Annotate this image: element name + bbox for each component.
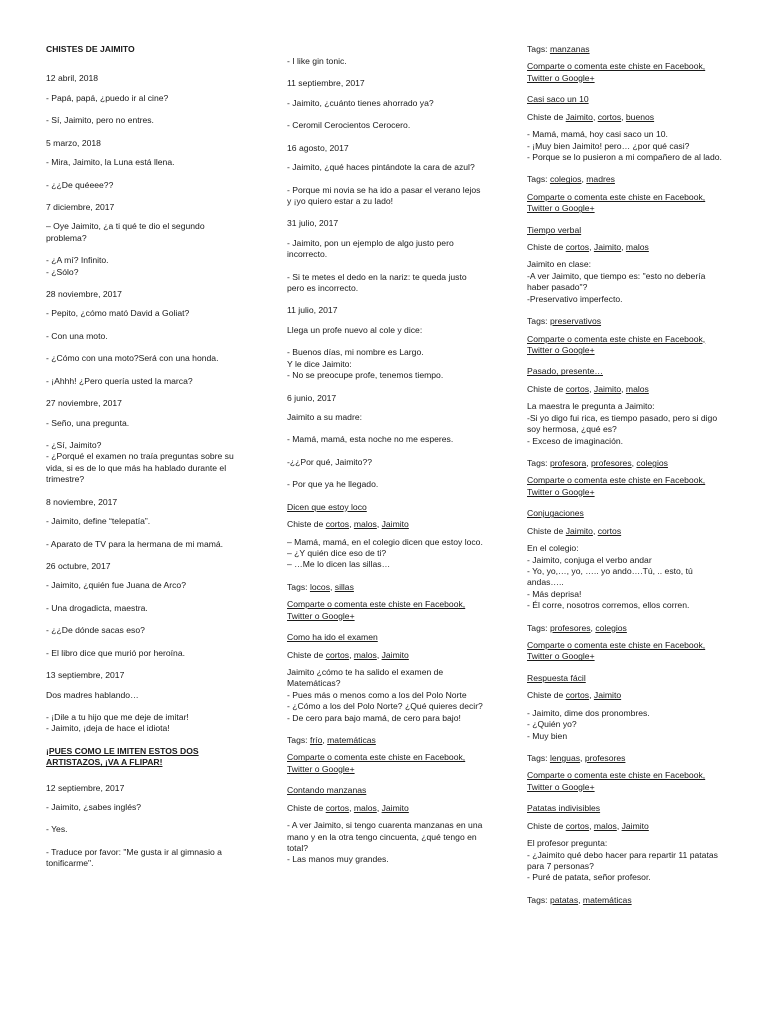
text-line: - Una drogadicta, maestra. xyxy=(46,602,148,613)
share-link[interactable]: Comparte o comenta este chiste en Facebook, Twitter o Google+ xyxy=(527,475,706,497)
text-line: - ¿A mí? Infinito. xyxy=(46,255,109,266)
tag-link[interactable]: profesores xyxy=(591,457,632,468)
text-line: - I like gin tonic. xyxy=(287,56,347,66)
entry-paragraph xyxy=(287,162,483,173)
category-row: Chiste de cortos, malos, Jaimito xyxy=(287,649,409,660)
text-line: - El libro dice que murió por heroína. xyxy=(46,647,186,658)
entry-date: 11 septiembre, 2017 xyxy=(287,78,365,89)
tag-link[interactable]: patatas xyxy=(549,894,579,905)
text-line: - No se preocupe profe, tenemos tiempo. xyxy=(287,370,444,381)
text-line: - Mamá, mamá, hoy casi saco un 10. xyxy=(527,129,668,140)
text-line: - ¿Sí, Jaimito? xyxy=(46,440,102,451)
text-line: - Pepito, ¿cómo mató David a Goliat? xyxy=(46,308,190,319)
category-link[interactable]: cortos xyxy=(325,802,350,813)
category-link[interactable]: Jaimito xyxy=(593,242,622,253)
text-line: El profesor pregunta: xyxy=(527,838,608,849)
category-link[interactable]: Jaimito xyxy=(381,802,409,813)
joke-title-link[interactable]: Casi saco un 10 xyxy=(527,94,589,105)
entry-paragraph xyxy=(287,479,483,490)
text-line: - Puré de patata, señor profesor. xyxy=(527,872,651,883)
text-line: - ¿Cómo a los del Polo Norte? ¿Qué quieres decir? xyxy=(287,701,483,712)
tags-label: Tags: xyxy=(287,735,310,746)
category-link[interactable]: cortos xyxy=(597,525,622,536)
share-link[interactable]: Comparte o comenta este chiste en Facebook, Twitter o Google+ xyxy=(527,333,706,356)
joke-title-link[interactable]: Pasado, presente… xyxy=(527,366,603,377)
entry-paragraph xyxy=(46,221,246,244)
joke-entry xyxy=(287,393,483,491)
tag-link[interactable]: matemáticas xyxy=(582,894,632,905)
category-row: Chiste de cortos, Jaimito xyxy=(527,690,622,701)
text-line: - De cero para bajo mamá, de cero para bajo! xyxy=(287,712,461,723)
entry-paragraph xyxy=(46,93,246,104)
text-line: - Jaimito, ¿qué haces pintándote la cara de azul? xyxy=(287,162,475,173)
joke-entry xyxy=(46,398,246,486)
joke-card xyxy=(527,225,727,357)
category-row: Chiste de cortos, malos, Jaimito xyxy=(287,519,409,530)
joke-card xyxy=(287,785,483,866)
text-line: - Si te metes el dedo en la nariz: te queda justo pero es incorrecto. xyxy=(287,271,467,294)
tags-row: Tags: locos, sillas xyxy=(287,581,354,592)
entries-list xyxy=(287,56,483,491)
jokes-list xyxy=(287,502,483,866)
tag-link[interactable]: sillas xyxy=(334,581,354,592)
text-line: - Ceromil Cerocientos Cerocero. xyxy=(287,120,411,131)
entry-date: 5 marzo, 2018 xyxy=(46,137,101,148)
entry-paragraph xyxy=(46,440,246,486)
tags-row: Tags: profesores, colegios xyxy=(527,622,627,633)
category-link[interactable]: Jaimito xyxy=(593,690,622,701)
category-label: Chiste de xyxy=(287,802,326,813)
category-label: Chiste de xyxy=(287,519,326,530)
text-line: - Papá, papá, ¿puedo ir al cine? xyxy=(46,92,169,103)
joke-text xyxy=(527,259,727,305)
tag-link[interactable]: madres xyxy=(586,174,615,185)
joke-title-link[interactable]: Contando manzanas xyxy=(287,785,367,796)
joke-entry xyxy=(46,561,246,659)
text-line: Jaimito ¿cómo te ha salido el examen de Matemáticas? xyxy=(287,666,444,689)
text-line: - ¿Quién yo? xyxy=(527,719,577,730)
document-title: CHISTES DE JAIMITO xyxy=(46,44,135,54)
tag-link[interactable]: profesores xyxy=(549,622,591,633)
joke-entry xyxy=(46,73,246,126)
category-row: Chiste de cortos, Jaimito, malos xyxy=(527,242,649,253)
category-link[interactable]: cortos xyxy=(597,111,622,122)
category-row: Chiste de cortos, malos, Jaimito xyxy=(527,820,649,831)
tags-label: Tags: xyxy=(527,622,550,633)
entry-paragraph xyxy=(46,115,246,126)
tags-row: Tags: patatas, matemáticas xyxy=(527,894,632,905)
entry-paragraph xyxy=(46,580,246,591)
tags-row: Tags: colegios, madres xyxy=(527,174,615,185)
text-line: - Con una moto. xyxy=(46,330,108,341)
category-link[interactable]: Jaimito xyxy=(565,111,593,122)
text-line: - ¿Jaimito qué debo hacer para repartir 11 patatas para 7 personas? xyxy=(527,849,718,871)
tag-link[interactable]: matemáticas xyxy=(327,735,376,746)
category-label: Chiste de xyxy=(287,649,326,660)
entry-paragraph xyxy=(46,712,246,735)
entry-paragraph xyxy=(287,238,483,261)
entry-date: 12 abril, 2018 xyxy=(46,73,99,84)
entry-paragraph xyxy=(46,157,246,168)
entry-paragraph xyxy=(46,331,246,342)
entry-paragraph xyxy=(46,847,246,870)
promo-heading[interactable]: ¡PUES COMO LE IMITEN ESTOS DOS ARTISTAZOS, ¡VA A FLIPAR! xyxy=(46,745,199,768)
text-line: - ¿¿De quéeee?? xyxy=(46,179,114,190)
entry-paragraph xyxy=(287,347,483,381)
joke-title-link[interactable]: Como ha ido el examen xyxy=(287,632,378,643)
tags-row: Tags: manzanas xyxy=(527,44,590,54)
text-line: - ¡Dile a tu hijo que me deje de imitar! xyxy=(46,711,189,722)
category-row: Chiste de cortos, Jaimito, malos xyxy=(527,383,649,394)
entry-paragraph xyxy=(46,625,246,636)
category-link[interactable]: malos xyxy=(353,802,377,813)
share-link[interactable]: Comparte o comenta este chiste en Facebook, Twitter o Google+ xyxy=(287,599,466,621)
entry-paragraph xyxy=(287,325,483,336)
text-line: La maestra le pregunta a Jaimito: xyxy=(527,401,655,412)
category-label: Chiste de xyxy=(527,690,566,701)
text-line: – Oye Jaimito, ¿a ti qué te dio el segundo problema? xyxy=(46,221,205,243)
joke-entry xyxy=(46,670,246,735)
tags-label: Tags: xyxy=(287,581,310,592)
category-link[interactable]: Jaimito xyxy=(565,525,593,536)
tag-link[interactable]: colegios xyxy=(549,174,582,185)
column-2 xyxy=(287,56,483,877)
category-link[interactable]: cortos xyxy=(565,820,590,831)
share-link[interactable]: Comparte o comenta este chiste en Facebook, Twitter o Google+ xyxy=(527,770,706,792)
joke-text xyxy=(527,401,727,447)
category-link[interactable]: malos xyxy=(625,242,649,253)
share-link[interactable]: Comparte o comenta este chiste en Facebook, Twitter o Google+ xyxy=(527,191,706,214)
text-line: - Mira, Jaimito, la Luna está llena. xyxy=(46,157,175,168)
tag-link[interactable]: preservativos xyxy=(549,316,602,327)
text-line: -Si yo digo fui rica, es tiempo pasado, pero si digo soy hermosa, ¿qué es? xyxy=(527,412,718,435)
text-line: - Traduce por favor: "Me gusta ir al gimnasio a tonificarme". xyxy=(46,846,222,869)
text-line: Dos madres hablando… xyxy=(46,689,139,700)
text-line: - Jaimito, conjuga el verbo andar xyxy=(527,554,652,565)
joke-card xyxy=(287,632,483,775)
tag-link[interactable]: lenguas xyxy=(549,752,581,763)
share-link[interactable]: Comparte o comenta este chiste en Facebook, Twitter o Google+ xyxy=(287,752,466,774)
category-link[interactable]: malos xyxy=(353,519,377,530)
text-line: - ¿Sólo? xyxy=(46,266,79,277)
tags-label: Tags: xyxy=(527,752,550,763)
entry-paragraph xyxy=(46,516,246,527)
entry-date: 27 noviembre, 2017 xyxy=(46,398,122,409)
entry-date: 6 junio, 2017 xyxy=(287,392,337,403)
entry-paragraph xyxy=(46,180,246,191)
joke-text xyxy=(527,838,727,884)
category-link[interactable]: malos xyxy=(625,383,649,394)
joke-text xyxy=(287,537,483,571)
text-line: - Las manos muy grandes. xyxy=(287,854,389,865)
text-line: - Jaimito, ¿cuánto tienes ahorrado ya? xyxy=(287,97,434,108)
joke-text xyxy=(287,667,483,724)
last-entry xyxy=(46,783,246,870)
joke-entry xyxy=(287,305,483,381)
joke-card xyxy=(527,94,727,214)
text-line: - Jaimito, ¿quién fue Juana de Arco? xyxy=(46,580,186,591)
entry-date: 11 julio, 2017 xyxy=(287,305,338,316)
text-line: - ¿Porqué el examen no traía preguntas sobre su vida, si es de lo que más ha hablado durante el trimestre? xyxy=(46,451,234,485)
entry-paragraph xyxy=(46,690,246,701)
entry-paragraph xyxy=(287,56,483,67)
text-line: - Yes. xyxy=(46,824,68,835)
text-line: - Seño, una pregunta. xyxy=(46,417,130,428)
tags-label: Tags: xyxy=(527,457,550,468)
category-label: Chiste de xyxy=(527,820,566,831)
text-line: - Mamá, mamá, esta noche no me esperes. xyxy=(287,434,454,445)
category-row: Chiste de Jaimito, cortos, buenos xyxy=(527,111,655,122)
text-line: - Jaimito, dime dos pronombres. xyxy=(527,707,650,718)
entry-date: 16 agosto, 2017 xyxy=(287,142,349,153)
category-link[interactable]: malos xyxy=(593,820,617,831)
entry-date: 13 septiembre, 2017 xyxy=(46,670,125,681)
category-link[interactable]: cortos xyxy=(325,519,350,530)
category-row: Chiste de Jaimito, cortos xyxy=(527,525,622,536)
entry-paragraph xyxy=(287,120,483,131)
text-line: En el colegio: xyxy=(527,543,579,554)
entry-paragraph xyxy=(46,308,246,319)
tags-label: Tags: xyxy=(527,174,550,185)
category-link[interactable]: Jaimito xyxy=(381,519,409,530)
joke-card xyxy=(527,366,727,498)
tags-row: Tags: frío, matemáticas xyxy=(287,735,376,746)
text-line: Jaimito en clase: xyxy=(527,259,592,270)
category-link[interactable]: malos xyxy=(353,649,377,660)
category-link[interactable]: cortos xyxy=(565,690,590,701)
tag-link[interactable]: colegios xyxy=(595,622,627,633)
entry-paragraph xyxy=(46,255,246,278)
tags-row: Tags: lenguas, profesores xyxy=(527,752,626,763)
text-line: - Aparato de TV para la hermana de mi mamá. xyxy=(46,538,224,549)
joke-card xyxy=(527,673,727,793)
jokes-list xyxy=(527,94,727,906)
joke-entry xyxy=(287,143,483,208)
text-line: – …Me lo dicen las sillas… xyxy=(287,559,391,570)
tag-link[interactable]: profesores xyxy=(584,752,626,763)
text-line: - Sí, Jaimito, pero no entres. xyxy=(46,115,154,126)
joke-entry xyxy=(287,56,483,67)
entries-list xyxy=(46,73,246,734)
category-label: Chiste de xyxy=(527,242,566,253)
joke-text xyxy=(527,543,727,612)
share-link[interactable]: Comparte o comenta este chiste en Facebook, Twitter o Google+ xyxy=(527,640,706,662)
text-line: - Exceso de imaginación. xyxy=(527,435,624,446)
entry-paragraph xyxy=(287,185,483,208)
category-label: Chiste de xyxy=(527,525,566,536)
text-line: - Jaimito, ¡deja de hace el idiota! xyxy=(46,723,170,734)
joke-entry xyxy=(46,289,246,387)
joke-entry xyxy=(287,218,483,294)
entry-date: 26 octubre, 2017 xyxy=(46,560,111,571)
text-line: - Él corre, nosotros corremos, ellos corren. xyxy=(527,600,690,611)
entry-paragraph xyxy=(46,376,246,387)
tag-link[interactable]: frío xyxy=(309,735,323,746)
text-line: -Preservativo imperfecto. xyxy=(527,293,623,304)
joke-text xyxy=(527,708,727,742)
text-line: - Pues más o menos como a los del Polo Norte xyxy=(287,689,467,700)
entry-paragraph xyxy=(46,648,246,659)
category-link[interactable]: Jaimito xyxy=(621,820,649,831)
category-link[interactable]: cortos xyxy=(565,383,590,394)
text-line: - Más deprisa! xyxy=(527,588,582,599)
text-line: - ¡Ahhh! ¿Pero quería usted la marca? xyxy=(46,375,193,386)
entry-paragraph xyxy=(46,824,246,835)
entry-paragraph xyxy=(46,802,246,813)
text-line: Llega un profe nuevo al cole y dice: xyxy=(287,324,423,335)
text-line: - Yo, yo,…, yo, ….. yo ando….Tú, .. esto, tú andas….. xyxy=(527,565,693,588)
entry-date: 8 noviembre, 2017 xyxy=(46,496,118,507)
entry-date: 7 diciembre, 2017 xyxy=(46,201,115,212)
entry-paragraph xyxy=(46,418,246,429)
entry-paragraph xyxy=(46,603,246,614)
tag-link[interactable]: manzanas xyxy=(549,44,590,54)
share-link[interactable]: Comparte o comenta este chiste en Facebook, Twitter o Google+ xyxy=(527,61,706,83)
entry-paragraph xyxy=(287,457,483,468)
tags-label: Tags: xyxy=(527,316,550,327)
joke-title-link[interactable]: Respuesta fácil xyxy=(527,672,586,683)
tag-link[interactable]: colegios xyxy=(636,457,668,468)
tag-link[interactable]: profesora xyxy=(549,457,587,468)
category-link[interactable]: Jaimito xyxy=(381,649,409,660)
text-line: - ¿Cómo con una moto?Será con una honda. xyxy=(46,353,219,364)
category-row: Chiste de cortos, malos, Jaimito xyxy=(287,802,409,813)
tags-row xyxy=(527,316,727,327)
entry-date: 28 noviembre, 2017 xyxy=(46,289,122,300)
text-line: – Mamá, mamá, en el colegio dicen que estoy loco. xyxy=(287,536,483,547)
category-link[interactable]: cortos xyxy=(565,242,590,253)
joke-entry xyxy=(46,138,246,191)
text-line: - Porque mi novia se ha ido a pasar el verano lejos y ¡yo quiero estar a zu lado! xyxy=(287,184,481,206)
text-line: - Muy bien xyxy=(527,730,568,741)
entry-paragraph xyxy=(46,539,246,550)
entry-paragraph xyxy=(46,353,246,364)
column-1 xyxy=(46,44,246,881)
text-line: - Por que ya he llegado. xyxy=(287,479,379,490)
text-line: - ¿¿De dónde sacas eso? xyxy=(46,625,145,636)
column-3 xyxy=(527,44,727,912)
joke-card xyxy=(287,502,483,622)
entry-paragraph xyxy=(287,434,483,445)
entry-date: 12 septiembre, 2017 xyxy=(46,782,125,793)
text-line: - Jaimito, define “telepatía”. xyxy=(46,516,151,527)
category-link[interactable]: cortos xyxy=(325,649,350,660)
text-line: – ¿Y quién dice eso de ti? xyxy=(287,547,387,558)
entry-date: 31 julio, 2017 xyxy=(287,218,339,229)
category-label: Chiste de xyxy=(527,383,566,394)
joke-title-link[interactable]: Patatas indivisibles xyxy=(527,803,601,814)
entry-paragraph xyxy=(287,412,483,423)
text-line: Y le dice Jaimito: xyxy=(287,358,352,369)
joke-title-link[interactable]: Dicen que estoy loco xyxy=(287,501,367,512)
text-line: - A ver Jaimito, si tengo cuarenta manzanas en una mano y en la otra tengo cincuenta, ¿qué tengo en total? xyxy=(287,820,483,853)
text-line: -¿¿Por qué, Jaimito?? xyxy=(287,456,373,467)
entry-paragraph xyxy=(287,98,483,109)
joke-entry xyxy=(46,783,246,870)
text-line: - Jaimito, pon un ejemplo de algo justo pero incorrecto. xyxy=(287,237,454,260)
joke-title-link[interactable]: Tiempo verbal xyxy=(527,224,582,235)
text-line: - Jaimito, ¿sabes inglés? xyxy=(46,802,142,813)
text-line: - Porque se lo pusieron a mi compañero de al lado. xyxy=(527,151,722,162)
text-line: - ¡Muy bien Jaimito! pero… ¿por qué casi? xyxy=(527,140,690,151)
joke-card xyxy=(527,803,727,906)
text-line: Jaimito a su madre: xyxy=(287,412,362,423)
category-link[interactable]: Jaimito xyxy=(593,383,622,394)
text-line: - Buenos días, mi nombre es Largo. xyxy=(287,347,424,358)
tag-link[interactable]: locos xyxy=(309,581,330,592)
joke-entry xyxy=(46,202,246,278)
joke-card xyxy=(527,508,727,663)
joke-text xyxy=(287,820,483,866)
joke-text xyxy=(527,129,727,163)
joke-entry xyxy=(287,78,483,131)
tags-row: Tags: profesora, profesores, colegios xyxy=(527,457,668,468)
category-label: Chiste de xyxy=(527,111,566,122)
joke-entry xyxy=(46,497,246,550)
joke-title-link[interactable]: Conjugaciones xyxy=(527,508,584,519)
entry-paragraph xyxy=(287,272,483,295)
text-line: -A ver Jaimito, que tiempo es: "esto no debería haber pasado"? xyxy=(527,270,706,293)
tags-label: Tags: xyxy=(527,894,550,905)
category-link[interactable]: buenos xyxy=(625,111,655,122)
